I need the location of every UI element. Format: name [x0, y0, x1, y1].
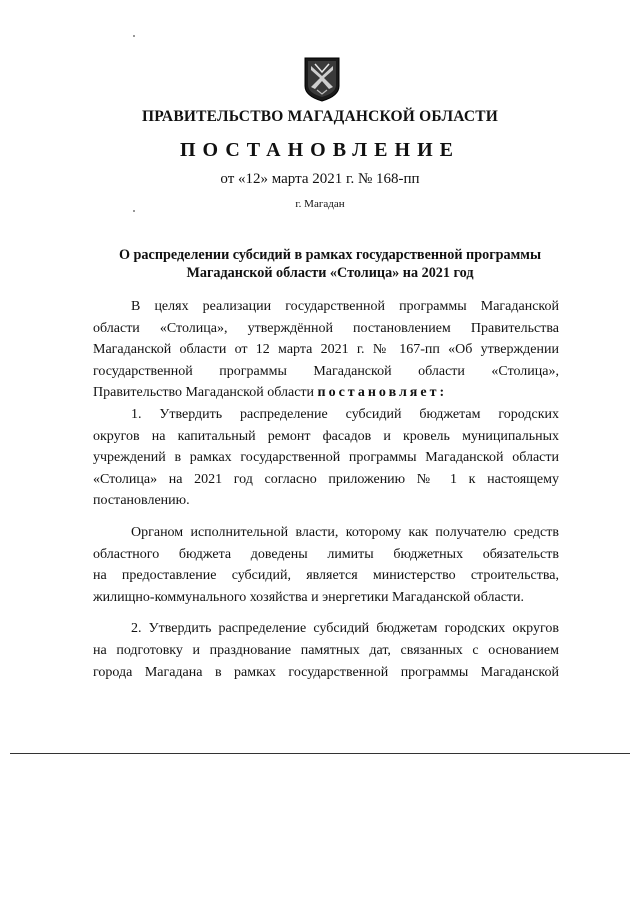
subject-line: О распределении субсидий в рамках государственной программы [118, 247, 542, 263]
scan-speck [133, 210, 135, 212]
body-line: жилищно-коммунального хозяйства и энергетики Магаданской области. [93, 589, 525, 605]
body-line: области «Столица», утверждённой постановлением Правительства [93, 320, 559, 336]
decree-word: постановляет: [317, 385, 448, 401]
body-line: 2. Утвердить распределение субсидий бюджетам городских округов [131, 621, 559, 637]
document-body [93, 296, 559, 683]
body-line: округов на капитальный ремонт фасадов и кровель муниципальных [93, 428, 559, 444]
paragraph-gap [93, 608, 559, 618]
body-line: государственной программы Магаданской области «Столица», [93, 363, 559, 379]
document-subject [80, 246, 580, 282]
document-city: г. Магадан [295, 198, 345, 210]
paragraph-gap [93, 512, 559, 522]
body-line: В целях реализации государственной программы Магаданской [131, 299, 559, 314]
document-date-number: от «12» марта 2021 г. № 168-пп [220, 171, 420, 187]
body-line: «Столица» на 2021 год согласно приложению № 1 к настоящему [93, 471, 559, 487]
page-divider-line [10, 753, 630, 754]
body-line: на подготовку и празднование памятных дат, связанных с основанием [93, 642, 559, 658]
organization-title: ПРАВИТЕЛЬСТВО МАГАДАНСКОЙ ОБЛАСТИ [141, 108, 499, 125]
body-line: областного бюджета доведены лимиты бюджетных обязательств [93, 546, 559, 562]
preamble-text: Правительство Магаданской области [93, 385, 315, 401]
coat-of-arms-icon [303, 56, 341, 102]
body-line [93, 382, 559, 404]
body-line: учреждений в рамках государственной программы Магаданской области [93, 450, 559, 466]
body-line: постановлению. [93, 493, 190, 509]
body-line: Органом исполнительной власти, которому как получателю средств [131, 524, 559, 540]
document-type-title: ПОСТАНОВЛЕНИЕ [180, 139, 460, 161]
body-line: Магаданской области от 12 марта 2021 г. № 167-пп «Об утверждении [93, 342, 559, 358]
subject-line: Магаданской области «Столица» на 2021 год [186, 265, 474, 281]
body-line: 1. Утвердить распределение субсидий бюджетам городских [131, 406, 559, 422]
body-line: города Магадана в рамках государственной программы Магаданской [93, 664, 559, 680]
body-line: на предоставление субсидий, является министерство строительства, [93, 568, 559, 584]
scan-speck [133, 35, 135, 37]
